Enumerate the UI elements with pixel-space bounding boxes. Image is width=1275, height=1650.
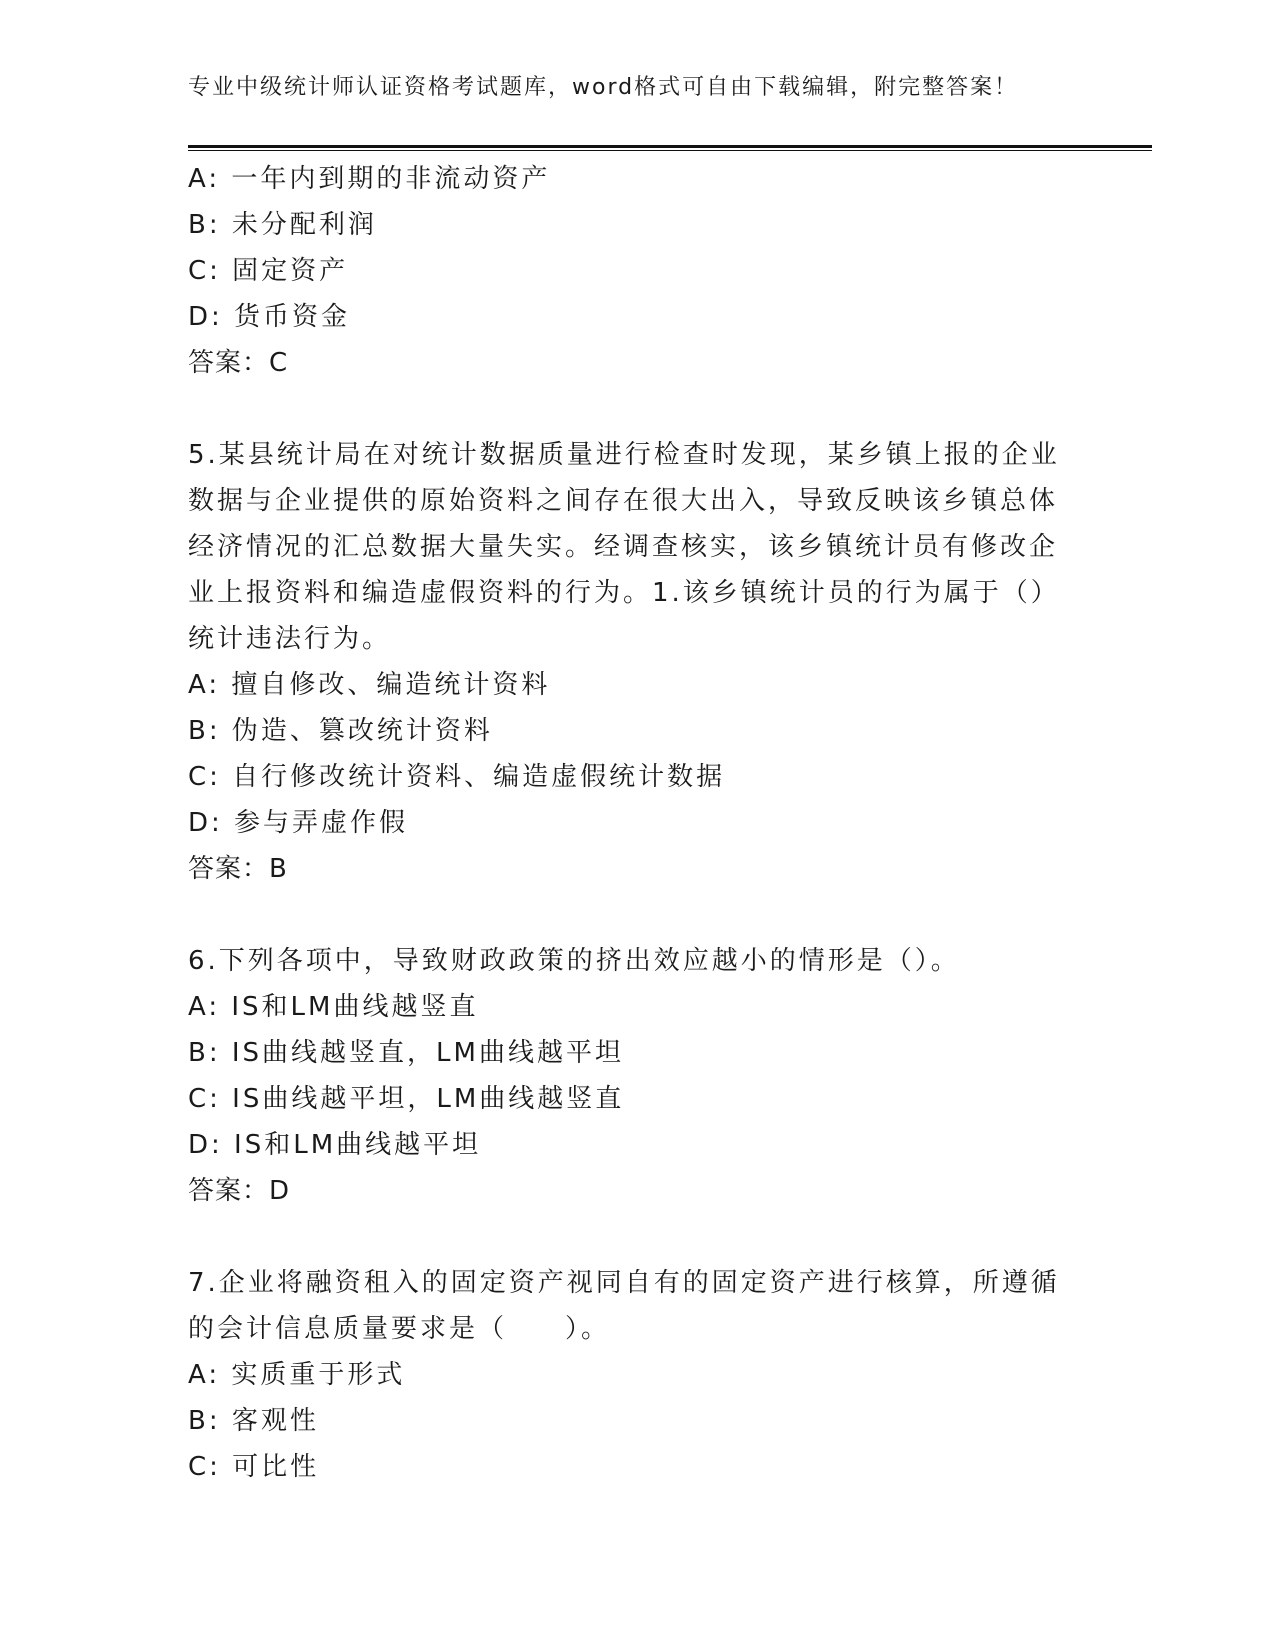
question-block-6 (188, 938, 1068, 1214)
question-text: 5.某县统计局在对统计数据质量进行检查时发现，某乡镇上报的企业数据与企业提供的原始资料之间存在很大出入，导致反映该乡镇总体经济情况的汇总数据大量失实。经调查核实，该乡镇统计员有修改企业上报资料和编造虚假资料的行为。1.该乡镇统计员的行为属于（）统计违法行为。 (188, 440, 1060, 654)
question-list (188, 156, 1068, 1490)
answer-line: 答案：D (188, 1176, 291, 1206)
question-text: 6.下列各项中，导致财政政策的挤出效应越小的情形是（）。 (188, 946, 960, 976)
answer-line: 答案：B (188, 854, 288, 884)
header-rule-thick (188, 145, 1152, 148)
header-rule-thin (188, 150, 1152, 151)
option-b: B: 未分配利润 (188, 210, 377, 240)
option-b: B: IS曲线越竖直，LM曲线越平坦 (188, 1038, 624, 1068)
option-d: D: 参与弄虚作假 (188, 808, 409, 838)
option-d: D: IS和LM曲线越平坦 (188, 1130, 482, 1160)
spacer (188, 386, 1068, 432)
page-header: 专业中级统计师认证资格考试题库，word格式可自由下载编辑，附完整答案！ (188, 75, 1019, 100)
option-d: D: 货币资金 (188, 302, 351, 332)
option-a: A: 实质重于形式 (188, 1360, 406, 1390)
option-c: C: 自行修改统计资料、编造虚假统计数据 (188, 762, 726, 792)
option-c: C: IS曲线越平坦，LM曲线越竖直 (188, 1084, 625, 1114)
question-block-5 (188, 432, 1068, 892)
option-a: A: IS和LM曲线越竖直 (188, 992, 479, 1022)
option-c: C: 可比性 (188, 1452, 320, 1482)
option-a: A: 擅自修改、编造统计资料 (188, 670, 551, 700)
question-block-4 (188, 156, 1068, 386)
question-block-7 (188, 1260, 1068, 1490)
spacer (188, 1214, 1068, 1260)
answer-line: 答案：C (188, 348, 289, 378)
spacer (188, 892, 1068, 938)
option-c: C: 固定资产 (188, 256, 349, 286)
option-a: A: 一年内到期的非流动资产 (188, 164, 551, 194)
question-text: 7.企业将融资租入的固定资产视同自有的固定资产进行核算，所遵循的会计信息质量要求是（ ）。 (188, 1268, 1060, 1344)
option-b: B: 客观性 (188, 1406, 319, 1436)
option-b: B: 伪造、篡改统计资料 (188, 716, 493, 746)
